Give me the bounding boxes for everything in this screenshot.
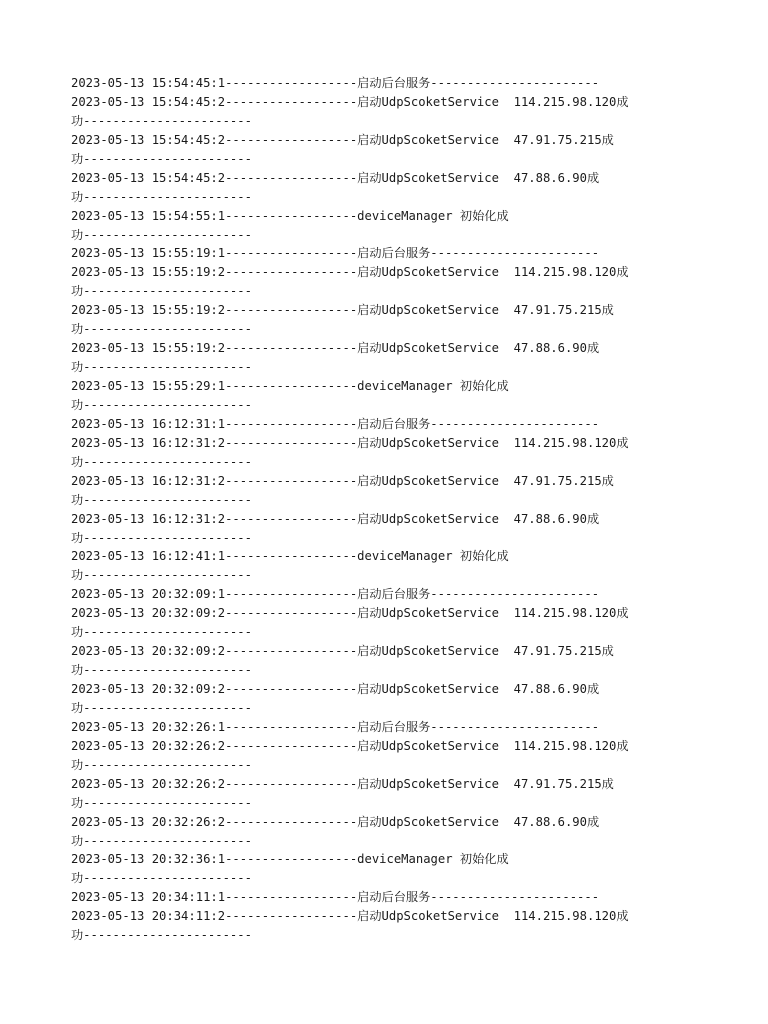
log-line: 2023-05-13 15:54:45:1------------------启动后台服务-----------------------: [71, 76, 600, 90]
log-line: 2023-05-13 15:54:45:2------------------启动UdpScoketService 47.91.75.215成: [71, 132, 614, 147]
log-line: 功-----------------------: [71, 663, 252, 678]
log-line: 2023-05-13 15:55:19:2------------------启动UdpScoketService 47.88.6.90成: [71, 341, 600, 356]
log-line: 功-----------------------: [71, 397, 252, 412]
log-line: 2023-05-13 20:32:26:2------------------启动UdpScoketService 47.88.6.90成: [71, 814, 600, 829]
log-line: 功-----------------------: [71, 113, 252, 128]
log-text-block: [71, 74, 671, 945]
log-line: 功-----------------------: [71, 795, 252, 810]
log-line: 2023-05-13 20:32:26:1------------------启动后台服务-----------------------: [71, 719, 600, 734]
log-line: 2023-05-13 20:32:09:2------------------启动UdpScoketService 47.88.6.90成: [71, 682, 600, 696]
log-line: 2023-05-13 20:34:11:1------------------启动后台服务-----------------------: [71, 890, 600, 905]
log-line: 功-----------------------: [71, 871, 252, 886]
log-line: 2023-05-13 20:32:09:2------------------启动UdpScoketService 114.215.98.120成: [71, 606, 629, 621]
log-line: 功-----------------------: [71, 530, 252, 545]
log-line: 2023-05-13 16:12:31:1------------------启动后台服务-----------------------: [71, 416, 600, 431]
log-line: 功-----------------------: [71, 757, 252, 772]
log-line: 功-----------------------: [71, 625, 252, 640]
log-line: 功-----------------------: [71, 322, 252, 337]
log-line: 2023-05-13 16:12:31:2------------------启动UdpScoketService 47.88.6.90成: [71, 511, 600, 526]
log-line: 2023-05-13 16:12:41:1------------------deviceManager 初始化成: [71, 549, 509, 564]
log-line: 2023-05-13 20:32:09:1------------------启动后台服务-----------------------: [71, 587, 600, 602]
log-line: 2023-05-13 20:32:36:1------------------deviceManager 初始化成: [71, 852, 509, 867]
log-line: 功-----------------------: [71, 928, 252, 943]
log-line: 功-----------------------: [71, 454, 252, 469]
log-line: 2023-05-13 15:55:19:2------------------启动UdpScoketService 114.215.98.120成: [71, 265, 629, 280]
log-line: 功-----------------------: [71, 833, 252, 848]
log-line: 功-----------------------: [71, 360, 252, 375]
log-line: 2023-05-13 20:32:09:2------------------启动UdpScoketService 47.91.75.215成: [71, 644, 614, 659]
log-line: 2023-05-13 15:54:55:1------------------deviceManager 初始化成: [71, 208, 509, 223]
log-line: 2023-05-13 15:55:29:1------------------deviceManager 初始化成: [71, 379, 509, 393]
log-line: 2023-05-13 16:12:31:2------------------启动UdpScoketService 114.215.98.120成: [71, 435, 629, 450]
log-line: 功-----------------------: [71, 227, 252, 242]
log-line: 2023-05-13 15:54:45:2------------------启动UdpScoketService 47.88.6.90成: [71, 170, 600, 185]
log-line: 2023-05-13 20:34:11:2------------------启动UdpScoketService 114.215.98.120成: [71, 909, 629, 924]
log-line: 2023-05-13 15:54:45:2------------------启动UdpScoketService 114.215.98.120成: [71, 94, 629, 109]
log-line: 功-----------------------: [71, 189, 252, 204]
log-line: 2023-05-13 15:55:19:2------------------启动UdpScoketService 47.91.75.215成: [71, 303, 614, 318]
log-line: 功-----------------------: [71, 284, 252, 299]
log-line: 2023-05-13 20:32:26:2------------------启动UdpScoketService 114.215.98.120成: [71, 738, 629, 753]
log-line: 2023-05-13 15:55:19:1------------------启动后台服务-----------------------: [71, 246, 600, 261]
log-line: 功-----------------------: [71, 492, 252, 507]
log-line: 功-----------------------: [71, 151, 252, 166]
log-line: 2023-05-13 20:32:26:2------------------启动UdpScoketService 47.91.75.215成: [71, 776, 614, 791]
log-line: 功-----------------------: [71, 700, 252, 715]
log-line: 功-----------------------: [71, 568, 252, 583]
log-line: 2023-05-13 16:12:31:2------------------启动UdpScoketService 47.91.75.215成: [71, 473, 614, 488]
